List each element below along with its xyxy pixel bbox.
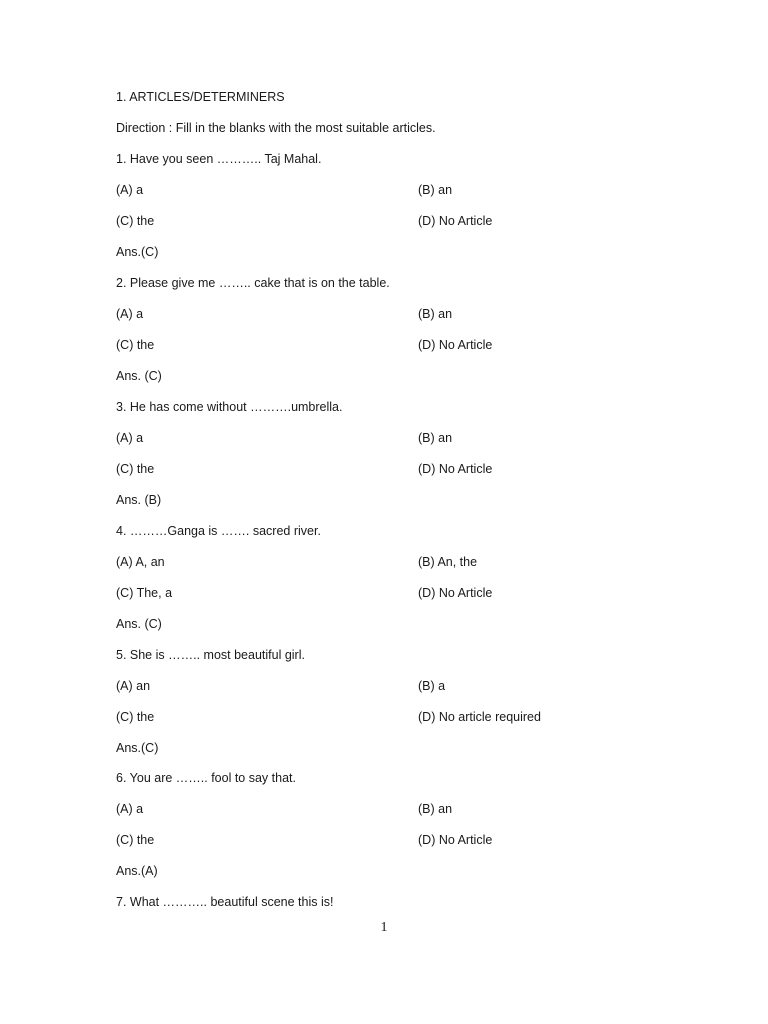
direction-text: Direction : Fill in the blanks with the most suitable articles. <box>116 121 436 135</box>
q1-option-d: (D) No Article <box>418 214 493 228</box>
q6-option-b: (B) an <box>418 802 453 816</box>
q6-option-d: (D) No Article <box>418 833 493 847</box>
q1-option-a: (A) a <box>116 183 144 197</box>
question-6: 6. You are …….. fool to say that. <box>116 771 296 785</box>
q1-answer: Ans.(C) <box>116 245 159 259</box>
question-4: 4. ………Ganga is ……. sacred river. <box>116 524 321 538</box>
q5-option-a: (A) an <box>116 679 151 693</box>
q5-answer: Ans.(C) <box>116 741 159 755</box>
question-3: 3. He has come without ……….umbrella. <box>116 400 343 414</box>
q2-option-c: (C) the <box>116 338 155 352</box>
q6-answer: Ans.(A) <box>116 864 158 878</box>
page-number: 1 <box>380 920 388 935</box>
q1-option-b: (B) an <box>418 183 453 197</box>
q1-option-c: (C) the <box>116 214 155 228</box>
q3-answer: Ans. (B) <box>116 493 162 507</box>
q5-option-c: (C) the <box>116 710 155 724</box>
q6-option-a: (A) a <box>116 802 144 816</box>
question-2: 2. Please give me …….. cake that is on the table. <box>116 276 390 290</box>
q4-option-a: (A) A, an <box>116 555 165 569</box>
q3-option-d: (D) No Article <box>418 462 493 476</box>
q2-option-d: (D) No Article <box>418 338 493 352</box>
q4-answer: Ans. (C) <box>116 617 162 631</box>
q4-option-d: (D) No Article <box>418 586 493 600</box>
q2-option-a: (A) a <box>116 307 144 321</box>
q3-option-c: (C) the <box>116 462 155 476</box>
q6-option-c: (C) the <box>116 833 155 847</box>
question-7: 7. What ……….. beautiful scene this is! <box>116 895 334 909</box>
q3-option-b: (B) an <box>418 431 453 445</box>
question-1: 1. Have you seen ……….. Taj Mahal. <box>116 152 322 166</box>
q2-answer: Ans. (C) <box>116 369 162 383</box>
q5-option-d: (D) No article required <box>418 710 541 724</box>
question-5: 5. She is …….. most beautiful girl. <box>116 648 305 662</box>
section-title: 1. ARTICLES/DETERMINERS <box>116 90 285 104</box>
q3-option-a: (A) a <box>116 431 144 445</box>
q2-option-b: (B) an <box>418 307 453 321</box>
q4-option-b: (B) An, the <box>418 555 478 569</box>
q5-option-b: (B) a <box>418 679 446 693</box>
q4-option-c: (C) The, a <box>116 586 173 600</box>
